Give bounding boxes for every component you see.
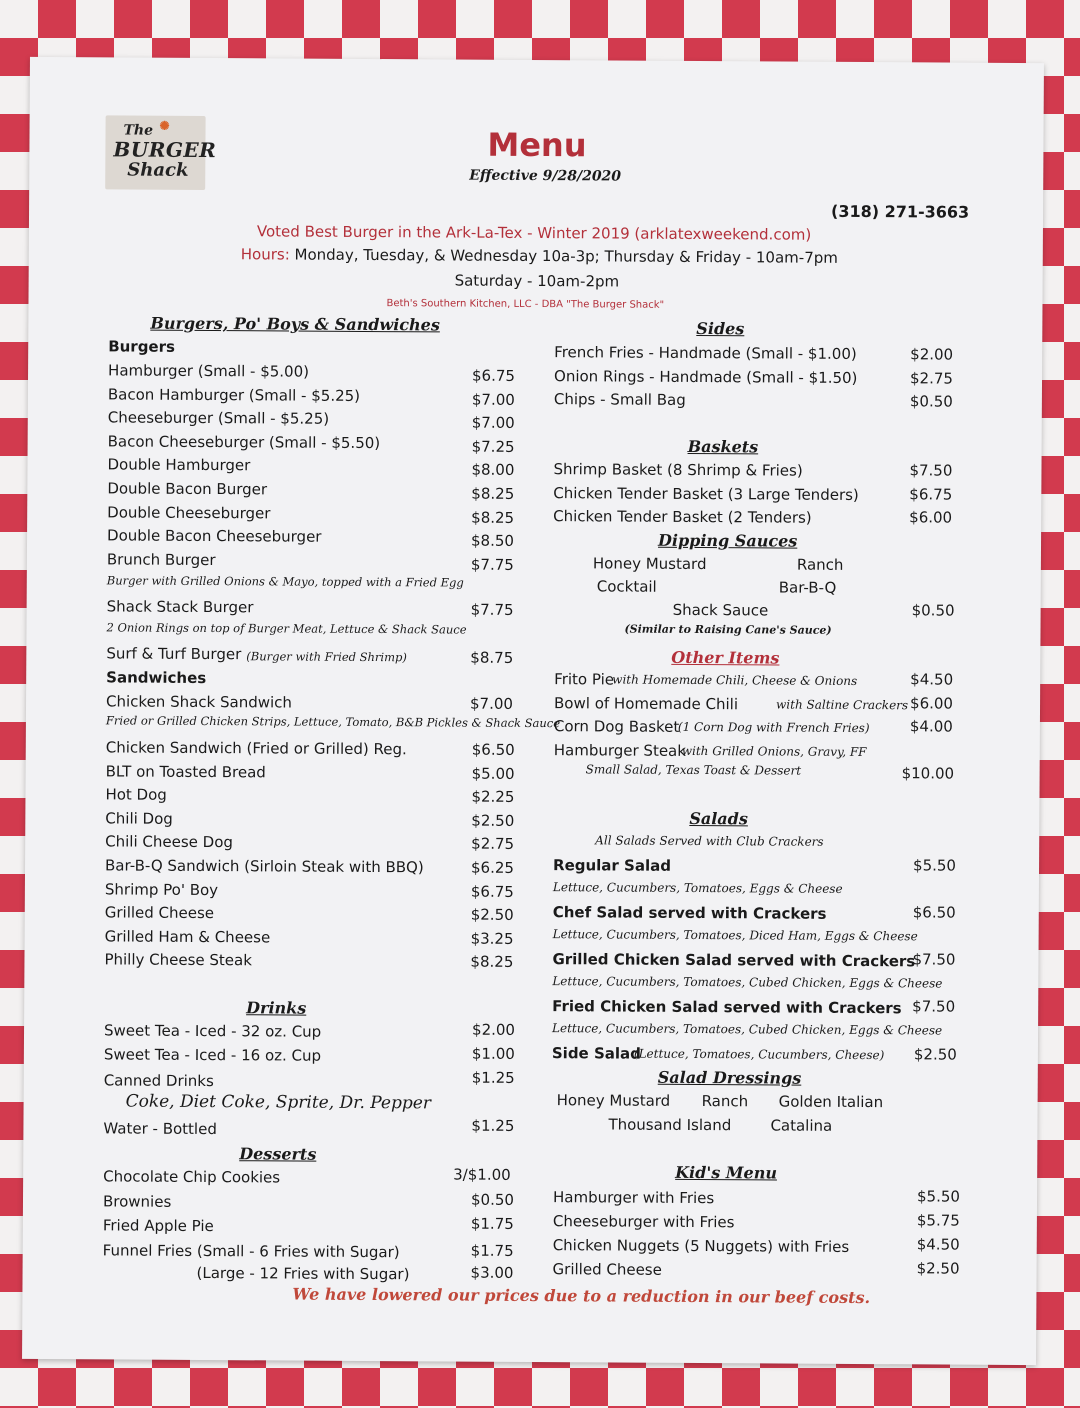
menu-item-price: $7.50 [909, 461, 953, 480]
menu-item-price: $5.50 [916, 1187, 961, 1206]
menu-item-price: $7.25 [471, 437, 515, 456]
menu-item-price: $1.25 [471, 1068, 515, 1087]
menu-item-price: $1.75 [470, 1241, 514, 1260]
menu-item-name: Brunch Burger [106, 550, 216, 569]
menu-item-name: Double Bacon Cheeseburger [107, 526, 322, 546]
menu-item-price: $8.25 [470, 953, 514, 972]
burger-shack-logo [105, 115, 217, 190]
salads-subtitle: All Salads Served with Club Crackers [595, 833, 824, 849]
item-description: with Grilled Onions, Gravy, FF [681, 743, 867, 759]
menu-item-price: $2.50 [471, 811, 515, 830]
menu-item-price: $2.50 [916, 1259, 960, 1278]
menu-item-price: $7.00 [469, 694, 514, 713]
section-title-burgers: Burgers, Po' Boys & Sandwiches [150, 313, 440, 335]
menu-item-name: Chicken Tender Basket (3 Large Tenders) [553, 483, 859, 504]
section-title-salad-dressings: Salad Dressings [657, 1067, 802, 1088]
item-description: with Homemade Chili, Cheese & Onions [612, 672, 858, 688]
menu-item-name: Cheeseburger with Fries [552, 1212, 735, 1232]
item-description: 2 Onion Rings on top of Burger Meat, Lettuce & Shack Sauce [106, 620, 467, 637]
menu-item-price: $2.50 [913, 1045, 957, 1064]
menu-item-name: Double Bacon Burger [107, 479, 268, 499]
item-description: (1 Corn Dog with French Fries) [677, 719, 870, 736]
menu-item-price: $6.75 [470, 882, 514, 901]
menu-item-name: Chips - Small Bag [553, 390, 686, 409]
menu-item-price: $4.00 [909, 717, 953, 736]
item-description: (Lettuce, Tomatoes, Cucumbers, Cheese) [633, 1046, 885, 1063]
menu-item-name: Onion Rings - Handmade (Small - $1.50) [553, 366, 858, 387]
menu-item-price: 3/$1.00 [453, 1165, 511, 1184]
menu-title: Menu [487, 125, 587, 165]
item-description: Lettuce, Cucumbers, Tomatoes, Cubed Chicken, Eggs & Cheese [552, 1021, 943, 1038]
salad-name: Grilled Chicken Salad served with Crackers [552, 950, 916, 971]
voted-best-banner: Voted Best Burger in the Ark-La-Tex - Winter 2019 (arklatexweekend.com) [256, 222, 812, 244]
menu-item-price: $8.00 [471, 461, 515, 480]
salad-name: Side Salad [551, 1044, 641, 1063]
menu-item-price: $7.75 [470, 555, 514, 574]
menu-item-name: Hamburger (Small - $5.00) [108, 361, 310, 381]
menu-item-price: $8.75 [470, 648, 514, 667]
dressing-option: Catalina [770, 1116, 833, 1135]
menu-item-price: $5.75 [916, 1211, 960, 1230]
dba-line: Beth's Southern Kitchen, LLC - DBA "The Burger Shack" [386, 298, 665, 311]
menu-item-price: $2.25 [471, 787, 515, 807]
dressing-option: Golden Italian [778, 1092, 884, 1112]
menu-item-price: $6.50 [912, 903, 956, 922]
menu-item-price: $7.50 [912, 950, 956, 969]
sauce-option: Shack Sauce [672, 600, 769, 620]
dressing-option: Ranch [701, 1092, 749, 1111]
menu-item-price: $7.00 [471, 390, 515, 409]
menu-item-price: $1.75 [470, 1214, 514, 1233]
menu-item-name: Chili Dog [105, 809, 173, 828]
hours-line [241, 245, 838, 267]
section-title-desserts: Desserts [239, 1144, 317, 1164]
menu-item-name: Shrimp Basket (8 Shrimp & Fries) [553, 460, 803, 480]
menu-item-name: Bar-B-Q Sandwich (Sirloin Steak with BBQ) [104, 856, 424, 877]
menu-item-price: $6.75 [471, 366, 516, 385]
salad-name: Regular Salad [553, 856, 672, 875]
section-title-dipping-sauces: Dipping Sauces [657, 530, 798, 551]
item-description: Burger with Grilled Onions & Mayo, topped with a Fried Egg [106, 573, 464, 590]
menu-item-name: Chicken Tender Basket (2 Tenders) [553, 507, 812, 527]
menu-item-name: Bowl of Homemade Chili [553, 693, 739, 713]
sauce-option: Bar-B-Q [778, 578, 837, 597]
menu-item-name: Cheeseburger (Small - $5.25) [107, 408, 330, 428]
menu-item-price: $8.25 [471, 508, 515, 527]
menu-item-name: Double Cheeseburger [107, 502, 271, 522]
section-title-sides: Sides [696, 318, 745, 339]
menu-item-price: $7.75 [470, 600, 514, 619]
menu-item-name: Chicken Shack Sandwich [105, 692, 293, 712]
section-title-other-items: Other Items [671, 647, 780, 668]
dressing-option: Honey Mustard [556, 1091, 671, 1110]
subheading-burgers: Burgers [108, 337, 176, 356]
item-note: (Burger with Fried Shrimp) [246, 649, 407, 665]
section-title-drinks: Drinks [246, 998, 307, 1018]
hours-saturday: Saturday - 10am-2pm [454, 271, 620, 291]
menu-item-name: Funnel Fries (Small - 6 Fries with Sugar) [102, 1241, 400, 1262]
menu-item-name: Grilled Cheese [552, 1260, 662, 1279]
menu-item-price: $4.50 [910, 670, 954, 689]
sauce-option: Cocktail [596, 577, 657, 596]
menu-item-price: $6.25 [470, 858, 515, 877]
menu-item-price: $6.00 [909, 508, 953, 527]
menu-item-name: Grilled Ham & Cheese [104, 927, 271, 947]
menu-item-price: $7.50 [912, 997, 956, 1016]
menu-item-price: $5.00 [471, 764, 515, 783]
menu-item-name: Bacon Cheeseburger (Small - $5.50) [107, 432, 381, 452]
phone-number: (318) 271-3663 [830, 201, 970, 222]
menu-item-price: $8.25 [471, 484, 515, 503]
menu-item-name: Double Hamburger [107, 455, 251, 475]
menu-item-price: $3.25 [470, 929, 514, 948]
menu-item-price: $0.50 [909, 392, 953, 411]
menu-item-name: Hot Dog [105, 785, 167, 804]
menu-item-name: Sweet Tea - Iced - 32 oz. Cup [103, 1021, 322, 1041]
sauce-option: Honey Mustard [592, 554, 707, 574]
menu-item-price: $5.50 [913, 856, 957, 875]
sun-icon: ✺ [159, 118, 170, 133]
menu-item-price: $2.75 [909, 368, 954, 388]
menu-item-name: Hamburger with Fries [552, 1188, 715, 1208]
subheading-sandwiches: Sandwiches [106, 668, 207, 688]
drink-brands: Coke, Diet Coke, Sprite, Dr. Pepper [125, 1091, 432, 1114]
menu-item-name: Shack Stack Burger [106, 597, 254, 617]
menu-item-name: Fried Apple Pie [102, 1216, 214, 1236]
menu-item-name: (Large - 12 Fries with Sugar) [196, 1263, 410, 1284]
item-description: Lettuce, Cucumbers, Tomatoes, Eggs & Cheese [552, 880, 843, 896]
menu-item-price: $2.50 [470, 905, 514, 925]
menu-item-price: $2.00 [471, 1020, 516, 1039]
menu-item-price: $1.00 [471, 1044, 515, 1063]
menu-item-name: Sweet Tea - Iced - 16 oz. Cup [103, 1045, 322, 1065]
menu-item-price: $2.00 [910, 345, 954, 364]
menu-item-name: French Fries - Handmade (Small - $1.00) [554, 343, 857, 363]
menu-item-name: Corn Dog Basket [553, 717, 680, 736]
menu-item-name: Chocolate Chip Cookies [103, 1167, 281, 1187]
menu-item-name: Chili Cheese Dog [105, 832, 233, 852]
section-title-kids-menu: Kid's Menu [675, 1162, 778, 1183]
menu-item-name: Chicken Sandwich (Fried or Grilled) Reg. [105, 738, 407, 759]
item-description: with Saltine Crackers [776, 696, 909, 712]
logo-text-burger: BURGER [113, 137, 217, 163]
section-title-salads: Salads [689, 808, 748, 829]
sauce-option: Ranch [796, 555, 844, 574]
menu-item-name: Hamburger Steak [553, 740, 687, 760]
menu-item-price: $6.00 [910, 693, 954, 713]
menu-item-name: BLT on Toasted Bread [105, 761, 266, 781]
menu-item-price: $10.00 [901, 764, 955, 783]
menu-item-name: Surf & Turf Burger [106, 644, 242, 664]
menu-item-name: Chicken Nuggets (5 Nuggets) with Fries [552, 1236, 850, 1256]
menu-item-price: $2.75 [471, 835, 515, 854]
sauce-note: (Similar to Raising Cane's Sauce) [624, 622, 832, 637]
menu-item-name: Water - Bottled [103, 1119, 217, 1139]
menu-item-name: Grilled Cheese [104, 903, 215, 923]
menu-item-price: $6.75 [909, 484, 953, 504]
menu-item-price: $1.25 [471, 1116, 515, 1135]
menu-item-price: $8.50 [470, 531, 515, 551]
logo-text-shack: Shack [127, 159, 189, 181]
menu-item-price: $7.00 [471, 413, 515, 433]
salad-name: Chef Salad served with Crackers [552, 903, 827, 923]
menu-item-name: Brownies [102, 1192, 172, 1211]
menu-item-name: Shrimp Po' Boy [104, 879, 219, 899]
item-description: Lettuce, Cucumbers, Tomatoes, Cubed Chicken, Eggs & Cheese [552, 974, 943, 991]
menu-item-price: $3.00 [470, 1263, 514, 1282]
effective-date: Effective 9/28/2020 [469, 167, 622, 185]
menu-item-name: Philly Cheese Steak [104, 950, 252, 970]
menu-item-price: $0.50 [470, 1190, 515, 1209]
hours-weekday: Monday, Tuesday, & Wednesday 10a-3p; Thursday & Friday - 10am-7pm [294, 245, 838, 267]
menu-sheet [22, 57, 1044, 1365]
menu-item-price: $6.50 [471, 740, 515, 759]
menu-item-name: Canned Drinks [103, 1071, 214, 1091]
hours-label: Hours: [240, 245, 290, 264]
logo-text-the: The [123, 122, 154, 139]
menu-item-name: Frito Pie [554, 670, 615, 689]
section-title-baskets: Baskets [687, 436, 759, 457]
salad-name: Fried Chicken Salad served with Crackers [552, 997, 902, 1018]
menu-item-price: $0.50 [911, 601, 955, 620]
item-description: Small Salad, Texas Toast & Dessert [585, 762, 802, 778]
menu-item-price: $4.50 [916, 1235, 960, 1254]
price-reduction-note: We have lowered our prices due to a reduction in our beef costs. [292, 1284, 871, 1308]
item-description: Fried or Grilled Chicken Strips, Lettuce, Tomato, B&B Pickles & Shack Sauce [105, 713, 561, 731]
item-description: Lettuce, Cucumbers, Tomatoes, Diced Ham, Eggs & Cheese [552, 927, 918, 944]
dressing-option: Thousand Island [608, 1115, 732, 1135]
menu-item-name: Bacon Hamburger (Small - $5.25) [107, 384, 361, 405]
